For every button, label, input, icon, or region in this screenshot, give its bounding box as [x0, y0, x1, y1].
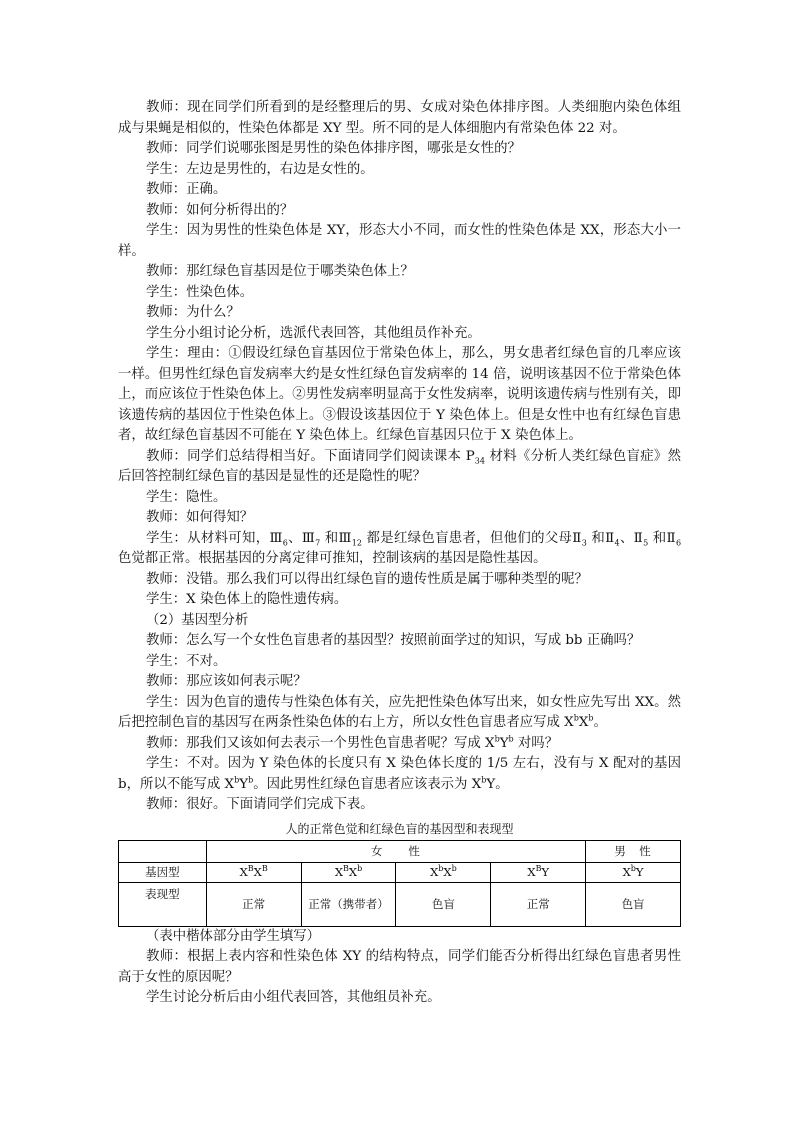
paragraph: 教师：怎么写一个女性色盲患者的基因型？按照前面学过的知识，写成 bb 正确吗？ [146, 633, 641, 648]
genotype-table [118, 840, 681, 927]
paragraph: 教师：为什么？ [146, 305, 240, 320]
phenotype-label: 表现型 [119, 882, 207, 926]
genotype-row [119, 862, 681, 882]
paragraph: 学生：不对。因为 Y 染色体的长度只有 X 染色体长度的 1/5 左右，没有与 X 配对的基因 b，所以不能写成 $X^bY^b$。因此男性红绿色盲患者应该表示为 $X^bY$。 [118, 756, 681, 792]
paragraph: 教师：正确。 [146, 182, 227, 197]
table-corner-cell [119, 840, 207, 862]
genotype-cell: $X^bY$ [586, 862, 681, 882]
female-header: 女 性 [206, 840, 585, 862]
male-header: 男 性 [586, 840, 681, 862]
phenotype-cell: 正常（携带者） [301, 882, 396, 926]
genotype-cell: $X^BY$ [491, 862, 586, 882]
paragraph: 教师：同学们说哪张图是男性的染色体排序图，哪张是女性的？ [146, 141, 521, 156]
paragraph: 学生讨论分析后由小组代表回答，其他组员补充。 [146, 990, 441, 1005]
paragraph: 学生：从材料可知，$Ⅲ_6$、$Ⅲ_7$ 和$Ⅲ_{12}$ 都是红绿色盲患者，但他们的父母$Ⅱ_3$ 和$Ⅱ_4$、$Ⅱ_5$ 和$Ⅱ_6$ 色觉都正常。根据基因的分离定律可推知，控制该病的基因是隐性基因。 [118, 530, 682, 566]
paragraph: 教师：很好。下面请同学们完成下表。 [146, 797, 374, 812]
paragraph: 教师：那红绿色盲基因是位于哪类染色体上？ [146, 264, 414, 279]
phenotype-cell: 正常 [206, 882, 301, 926]
paragraph: （表中楷体部分由学生填写） [146, 928, 321, 944]
paragraph: 学生分小组讨论分析，选派代表回答，其他组员作补充。 [146, 325, 481, 341]
paragraph: （2）基因型分析 [146, 612, 249, 628]
after-table-paragraphs [118, 927, 681, 1009]
table-caption: 人的正常色觉和红绿色盲的基因型和表现型 [285, 821, 514, 836]
paragraph: 教师：根据上表内容和性染色体 XY 的结构特点，同学们能否分析得出红绿色盲患者男性高于女性的原因呢？ [118, 949, 681, 985]
paragraph: 学生：因为色盲的遗传与性染色体有关，应先把性染色体写出来，如女性应先写出 XX。然后把控制色盲的基因写在两条性染色体的右上方，所以女性色盲患者应写成 $X^bX^b$。 [118, 694, 681, 730]
paragraph: 学生：隐性。 [146, 489, 227, 505]
paragraph: 学生：X 染色体上的隐性遗传病。 [146, 592, 348, 607]
phenotype-cell: 正常 [491, 882, 586, 926]
paragraph: 教师：如何得知？ [146, 510, 254, 525]
genotype-label: 基因型 [119, 862, 207, 882]
paragraph: 教师：没错。那么我们可以得出红绿色盲的遗传性质是属于哪种类型的呢？ [146, 571, 588, 587]
phenotype-cell: 色盲 [396, 882, 491, 926]
paragraph: 学生：理由：①假设红绿色盲基因位于常染色体上，那么，男女患者红绿色盲的几率应该一样。但男性红绿色盲发病率大约是女性红绿色盲发病率的 14 倍，说明该基因不位于常染色体上，而应该位于性染色体上。②男性发病率明显高于女性发病率，说明该遗传病与性别有关，即该遗传病的基因位于性染色体上。③假设该基因位于 Y 染色体上。但是女性中也有红绿色盲患者，故红绿色盲基因不可能在 Y 染色体上。红绿色盲基因只位于 X 染色体上。 [118, 346, 681, 443]
paragraph: 教师：同学们总结得相当好。下面请同学们阅读课本 $P_{34}$ 材料《分析人类红绿色盲症》然后回答控制红绿色盲的基因是显性的还是隐性的呢？ [118, 448, 682, 484]
genotype-cell: $X^bX^b$ [396, 862, 491, 882]
genotype-cell: $X^BX^b$ [301, 862, 396, 882]
dialogue-paragraphs [118, 98, 681, 816]
paragraph: 学生：性染色体。 [146, 284, 254, 300]
paragraph: 教师：那应该如何表示呢？ [146, 674, 307, 689]
paragraph: 学生：不对。 [146, 653, 227, 669]
table-header-row [119, 840, 681, 862]
genotype-cell: $X^BX^B$ [206, 862, 301, 882]
document-body [118, 98, 681, 1009]
paragraph: 学生：因为男性的性染色体是 XY，形态大小不同，而女性的性染色体是 XX，形态大小一样。 [118, 223, 681, 259]
phenotype-cell: 色盲 [586, 882, 681, 926]
phenotype-row [119, 882, 681, 926]
paragraph: 教师：如何分析得出的？ [146, 202, 294, 218]
paragraph: 教师：那我们又该如何去表示一个男性色盲患者呢？写成 $X^bY^b$ 对吗？ [146, 734, 559, 751]
paragraph: 学生：左边是男性的，右边是女性的。 [146, 161, 374, 177]
paragraph: 教师：现在同学们所看到的是经整理后的男、女成对染色体排序图。人类细胞内染色体组成与果蝇是相似的，性染色体都是 XY 型。所不同的是人体细胞内有常染色体 22 对。 [118, 100, 681, 136]
